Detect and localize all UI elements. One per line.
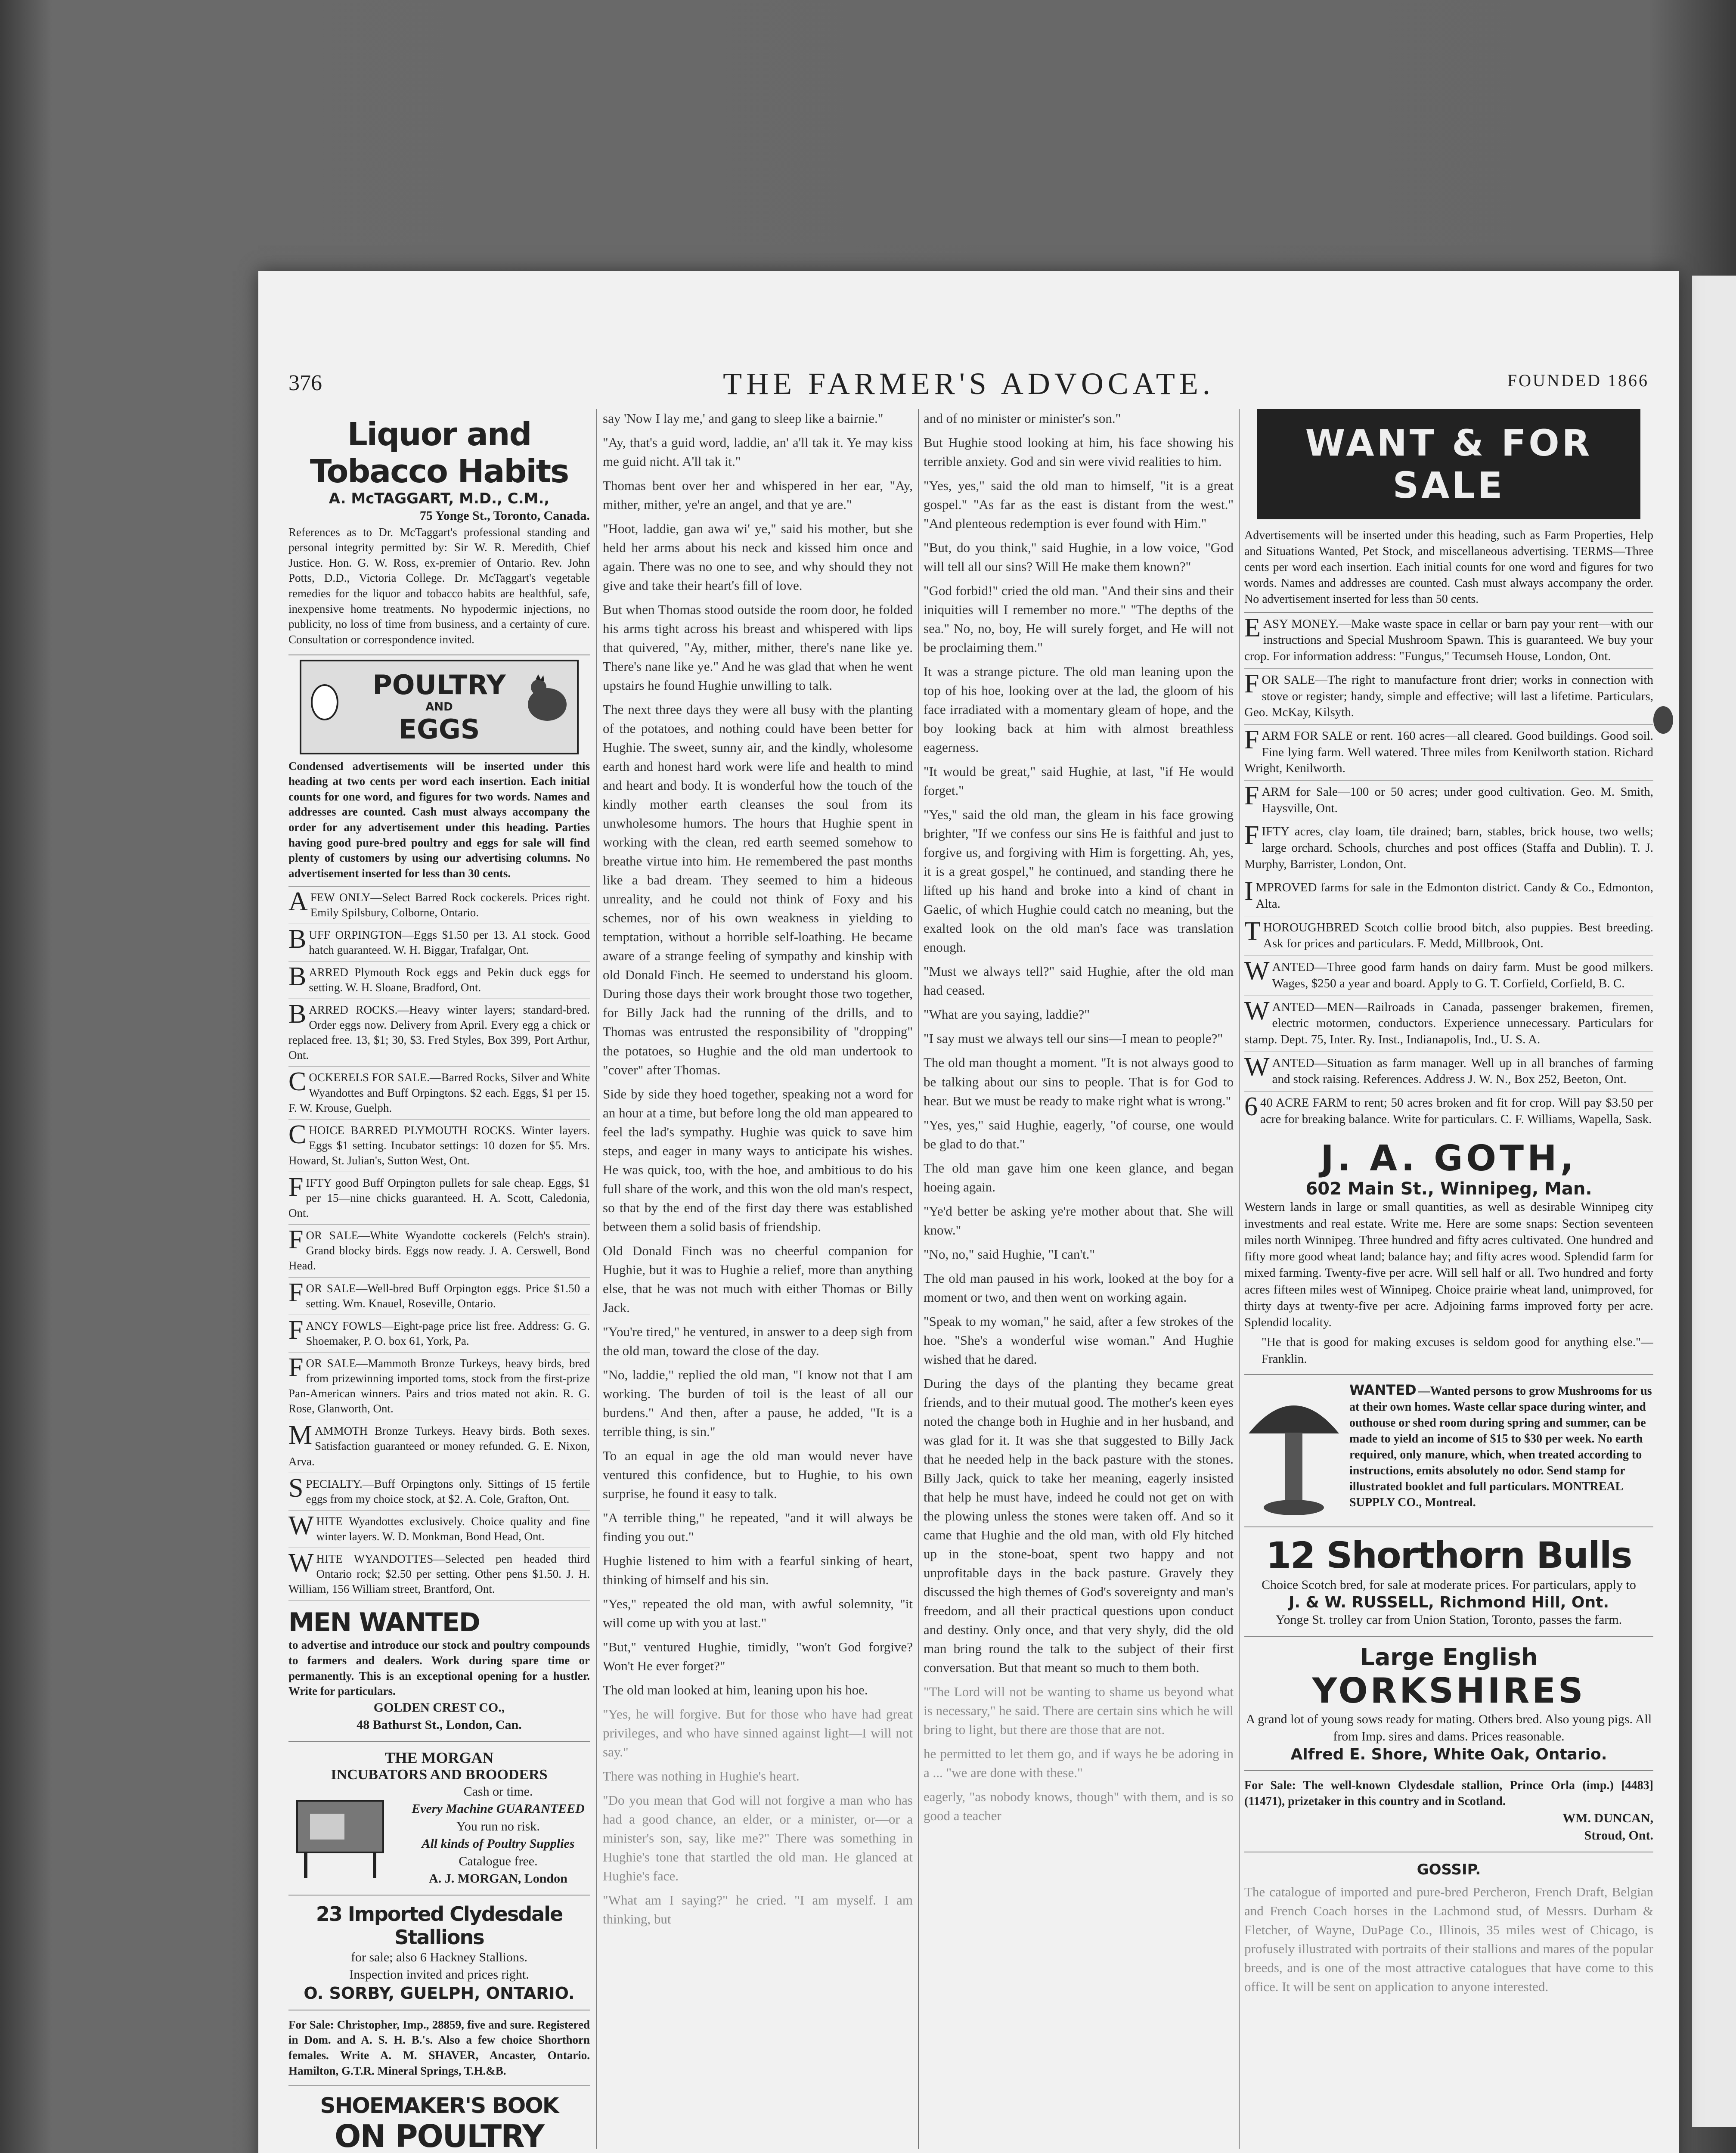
story-paragraph: "Yes," repeated the old man, with awful solemnity, "it will come up with you at last." bbox=[603, 1596, 913, 1630]
liquor-tobacco-ad bbox=[288, 409, 590, 655]
page-title: THE FARMER'S ADVOCATE. bbox=[723, 366, 1215, 401]
shoemaker-heading1: SHOEMAKER'S BOOK bbox=[320, 2093, 558, 2119]
story-paragraph: The old man thought a moment. "It is not always good to be talking about our sins to people. That is for God to hear. But we must be ready to make right what is wrong." bbox=[924, 1055, 1234, 1108]
story-paragraph: "Yes, yes," said the old man to himself, "it is a great gospel." "As far as the east is distant from the west." "And plenteous redemption is ever found with Him." bbox=[924, 478, 1234, 531]
story-paragraph: "You're tired," he ventured, in answer to a deep sigh from the old man, toward the close of the day. bbox=[603, 1324, 913, 1358]
classified-ad: WANTED—Situation as farm manager. Well up in all branches of farming and stock raising. References. Address J. W. N., Box 252, Beeton, Ont. bbox=[1244, 1052, 1653, 1092]
story-paragraph: "But," ventured Hughie, timidly, "won't God forgive? Won't He ever forget?" bbox=[603, 1639, 913, 1673]
story-paragraph: The old man paused in his work, looked at the boy for a moment or two, and then went on working again. bbox=[924, 1270, 1234, 1305]
liquor-ad-address: 75 Yonge St., Toronto, Canada. bbox=[419, 509, 590, 523]
story-paragraph: "It would be great," said Hughie, at last, "if He would forget." bbox=[924, 764, 1234, 798]
column-rule bbox=[596, 409, 597, 2149]
founded-label: FOUNDED 1866 bbox=[1507, 371, 1649, 390]
morgan-line6: A. J. MORGAN, London bbox=[429, 1871, 567, 1886]
clydesdale-line1: for sale; also 6 Hackney Stallions. bbox=[351, 1950, 527, 1964]
goth-address: 602 Main St., Winnipeg, Man. bbox=[1305, 1179, 1592, 1199]
binding-hole bbox=[1653, 706, 1673, 734]
story-paragraph: he permitted to let them go, and if ways he be adoring in a ... "we are done with these." bbox=[924, 1746, 1234, 1781]
page-number: 376 bbox=[288, 371, 322, 395]
want-ads-banner: WANT & FOR SALE bbox=[1257, 409, 1640, 519]
story-paragraph: "What am I saying?" he cried. "I am myself. I am thinking, but bbox=[603, 1892, 913, 1927]
duncan-place: Stroud, Ont. bbox=[1584, 1828, 1653, 1843]
shorthorn-bulls-ad bbox=[1244, 1527, 1653, 1637]
story-paragraph: "The Lord will not be wanting to shame us beyond what is necessary," he said. There are certain sins which he will bring to light, but there are those that are not. bbox=[924, 1684, 1234, 1737]
goth-name: J. A. GOTH, bbox=[1321, 1138, 1577, 1179]
poultry-banner-line2: AND bbox=[425, 700, 453, 714]
classified-ad: EASY MONEY.—Make waste space in cellar or barn pay your rent—with our instructions and Special Mushroom Spawn. This is guaranteed. We buy your crop. For information address: "Fungus," Tecumseh House, London, Ont. bbox=[1244, 613, 1653, 669]
classified-ad: CHOICE BARRED PLYMOUTH ROCKS. Winter layers. Eggs $1 setting. Incubator settings: 10 dozen for $5. Mrs. Howard, St. Julian's, Sutton West, Ont. bbox=[288, 1120, 590, 1172]
classified-ad: FANCY FOWLS—Eight-page price list free. Address: G. G. Shoemaker, P. O. box 61, York, Pa. bbox=[288, 1315, 590, 1353]
story-paragraph: Old Donald Finch was no cheerful companion for Hughie, but it was to Hughie a relief, more than anything else, that he was not much with either Thomas or Billy Jack. bbox=[603, 1243, 913, 1315]
story-paragraph: "Yes," said the old man, the gleam in his face growing brighter, "If we confess our sins He is faithful and just to forgive us, and forgiving with Him is forgetting. Ah, yes, it is a great gospel," he continued, and standing there he lifted up his hand and broke into a kind of chant in Gaelic, of which Hughie could catch no meaning, but the exalted look on the old man's face was translation enough. bbox=[924, 807, 1234, 955]
classified-ad: BARRED ROCKS.—Heavy winter layers; standard-bred. Order eggs now. Delivery from April. Every egg a chick or replaced free. 13, $1; 30, $3. Fred Styles, Box 399, Port Arthur, Ont. bbox=[288, 999, 590, 1067]
story-paragraph: "What are you saying, laddie?" bbox=[924, 1007, 1090, 1022]
poultry-banner-line3: EGGS bbox=[398, 713, 480, 745]
morgan-heading: THE MORGAN bbox=[384, 1749, 494, 1766]
mushroom-wanted-ad bbox=[1244, 1375, 1653, 1527]
story-paragraph: eagerly, "as nobody knows, though" with them, and is so good a teacher bbox=[924, 1789, 1234, 1824]
morgan-line1: Cash or time. bbox=[463, 1784, 533, 1799]
liquor-ad-body: References as to Dr. McTaggart's professional standing and personal integrity permitted by: Sir W. R. Meredith, Chief Justice. Hon. G. W. Ross, ex-premier of Ontario. Rev. John Potts, D.D., Victoria College. Dr. McTaggart's vegetable remedies for the liquor and tobacco habits are healthful, safe, inexpensive home treatments. No hypodermic injections, no publicity, no loss of time from business, and a certainty of cure. Consultation or correspondence invited. bbox=[288, 525, 590, 646]
morgan-line2: Every Machine GUARANTEED bbox=[412, 1802, 585, 1816]
page-header bbox=[288, 366, 1649, 405]
goth-land-ad bbox=[1244, 1131, 1653, 1375]
poultry-classifieds bbox=[288, 887, 590, 1601]
classified-ad: FOR SALE—Mammoth Bronze Turkeys, heavy birds, bred from prizewinning imported toms, stock from the first-prize Pan-American winners. Pairs and trios mated not akin. R. G. Rose, Glanworth, Ont. bbox=[288, 1353, 590, 1420]
classified-ad: BUFF ORPINGTON—Eggs $1.50 per 13. A1 stock. Good hatch guaranteed. W. H. Biggar, Trafalgar, Ont. bbox=[288, 924, 590, 962]
rooster-icon bbox=[524, 674, 571, 726]
classified-ad: FARM FOR SALE or rent. 160 acres—all cleared. Good buildings. Good soil. Fine lying farm. Well watered. Three miles from Kenilworth station. Richard Wright, Kenilworth. bbox=[1244, 725, 1653, 781]
poultry-terms: Condensed advertisements will be inserted under this heading at two cents per word each insertion. Each initial counts for one word, and figures for two words. Names and addresses are counted. Cash must always accompany the order for any advertisement under this heading. Parties having good pure-bred poultry and eggs for sale will find plenty of customers by using our advertising columns. No advertisement inserted for less than 30 cents. bbox=[288, 759, 590, 887]
yorkshires-heading2: YORKSHIRES bbox=[1312, 1670, 1586, 1711]
story-paragraph: "But, do you think," said Hughie, in a low voice, "God will tell all our sins? Will He make them known?" bbox=[924, 540, 1234, 574]
story-paragraph: "God forbid!" cried the old man. "And their sins and their iniquities will I remember no more." "The depths of the sea." No, no, boy, He will surely forget, and He will not be proclaiming them." bbox=[924, 583, 1234, 655]
story-paragraph: To an equal in age the old man would never have ventured this confidence, but to Hughie, to his own surprise, he found it easy to talk. bbox=[603, 1448, 913, 1501]
shorthorn-heading: 12 Shorthorn Bulls bbox=[1266, 1534, 1632, 1576]
morgan-incubators-ad bbox=[288, 1742, 590, 1896]
classified-ad: WANTED—MEN—Railroads in Canada, passenger brakemen, firemen, electric motormen, conductors. Experience unnecessary. Particulars for stamp. Dept. 75, Inter. Ry. Inst., Indianapolis, Ind., U. S. A. bbox=[1244, 996, 1653, 1052]
newspaper-page bbox=[258, 271, 1679, 2153]
egg-icon bbox=[307, 679, 342, 722]
franklin-quote: "He that is good for making excuses is seldom good for anything else."—Franklin. bbox=[1262, 1335, 1653, 1366]
story-paragraph: But Hughie stood looking at him, his face showing his terrible anxiety. God and sin were vivid realities to him. bbox=[924, 435, 1234, 469]
column-advertisements-right bbox=[1244, 409, 1653, 2153]
classified-ad: FOR SALE—The right to manufacture front drier; works in connection with stove or register; handy, simple and effective; will last a lifetime. Particulars, Geo. McKay, Kilsyth. bbox=[1244, 669, 1653, 725]
classified-ad: MAMMOTH Bronze Turkeys. Heavy birds. Both sexes. Satisfaction guaranteed or money refunded. G. E. Nixon, Arva. bbox=[288, 1420, 590, 1473]
morgan-line5: Catalogue free. bbox=[459, 1854, 538, 1868]
mushroom-heading: WANTED bbox=[1349, 1381, 1417, 1398]
mushroom-illustration bbox=[1244, 1382, 1343, 1520]
shorthorn-line2: J. & W. RUSSELL, Richmond Hill, Ont. bbox=[1288, 1594, 1609, 1612]
men-wanted-heading: MEN WANTED bbox=[288, 1607, 480, 1638]
shorthorn-line3: Yonge St. trolley car from Union Station, Toronto, passes the farm. bbox=[1275, 1613, 1622, 1627]
mushroom-body: —Wanted persons to grow Mushrooms for us at their own homes. Waste cellar space during winter, and outhouse or shed room during spring and summer, can be made to yield an income of $15 to $30 per week. No earth required, only manure, which, when treated according to instructions, emits absolutely no odor. Send stamp for illustrated booklet and full particulars. MONTREAL SUPPLY CO., Montreal. bbox=[1349, 1384, 1652, 1509]
classified-ad: FIFTY acres, clay loam, tile drained; barn, stables, brick house, two wells; large orchard. Schools, churches and post offices (Staffa and Dublin). T. J. Murphy, Barrister, London, Ont. bbox=[1244, 820, 1653, 876]
story-paragraph: The old man gave him one keen glance, and began hoeing again. bbox=[924, 1160, 1234, 1194]
morgan-subheading: INCUBATORS AND BROODERS bbox=[331, 1766, 548, 1783]
men-wanted-address: 48 Bathurst St., London, Can. bbox=[356, 1718, 522, 1732]
men-wanted-ad bbox=[288, 1601, 590, 1742]
story-paragraph: "Yes, he will forgive. But for those who have had great privileges, and who have sinned against light—I will not say." bbox=[603, 1706, 913, 1760]
story-paragraph: "No, no," said Hughie, "I can't." bbox=[924, 1246, 1095, 1262]
men-wanted-body: to advertise and introduce our stock and poultry compounds to farmers and dealers. Work during spare time or permanently. This is an exceptional opening for a hustler. Write for particulars. bbox=[288, 1638, 590, 1698]
story-paragraph: "Speak to my woman," he said, after a few strokes of the hoe. "She's a wonderful wise woman." And Hughie wished that he dared. bbox=[924, 1313, 1234, 1367]
story-paragraph: The old man looked at him, leaning upon his hoe. bbox=[603, 1682, 868, 1697]
clydesdale-stallions-ad bbox=[288, 1896, 590, 2010]
classified-ad: FOR SALE—White Wyandotte cockerels (Felch's strain). Grand blocky birds. Eggs now ready. J. A. Cerswell, Bond Head. bbox=[288, 1225, 590, 1277]
story-paragraph: and of no minister or minister's son." bbox=[924, 411, 1121, 426]
men-wanted-company: GOLDEN CREST CO., bbox=[373, 1700, 505, 1715]
story-paragraph: "Hoot, laddie, gan awa wi' ye," said his mother, but she held her arms about his neck and kissed him once and again. There was no one to see, and why should they not give and take their heart's fill of love. bbox=[603, 521, 913, 593]
gossip-paragraph: The catalogue of imported and pure-bred Percheron, French Draft, Belgian and French Coach horses in the Lachmond stud, of Messrs. Durham & Fletcher, of Wayne, DuPage Co., Illinois, 35 miles west of Chicago, is profusely illustrated with portraits of their stallions and mares of the popular breeds, and is one of the most attractive catalogues that have come to this office. It will be sent on application to anyone interested. bbox=[1244, 1884, 1653, 1994]
story-paragraph: But when Thomas stood outside the room door, he folded his arms tight across his breast and whispered with lips that quivered, "Ay, mither, mither, there's nane like ye. There's nane like ye." And he was glad that when he went upstairs he found Hughie unwilling to talk. bbox=[603, 602, 913, 693]
duncan-stallion-ad bbox=[1244, 1771, 1653, 1852]
column-rule bbox=[1239, 409, 1240, 2149]
yorkshires-heading1: Large English bbox=[1360, 1643, 1538, 1671]
classified-ad: IMPROVED farms for sale in the Edmonton district. Candy & Co., Edmonton, Alta. bbox=[1244, 876, 1653, 916]
column-story-2 bbox=[924, 409, 1234, 2153]
story-paragraph: "Ye'd better be asking ye're mother about that. She will know." bbox=[924, 1203, 1234, 1238]
adjacent-page-edge bbox=[1692, 276, 1736, 2127]
story-paragraph: "Yes, yes," said Hughie, eagerly, "of course, one would be glad to do that." bbox=[924, 1117, 1234, 1151]
poultry-eggs-banner bbox=[300, 660, 579, 754]
liquor-ad-heading: Liquor and Tobacco Habits bbox=[310, 416, 569, 490]
classified-ad: 640 ACRE FARM to rent; 50 acres broken and fit for crop. Will pay $3.50 per acre for breaking balance. Write for particulars. C. F. Williams, Wapella, Sask. bbox=[1244, 1092, 1653, 1131]
goth-body: Western lands in large or small quantities, as well as desirable Winnipeg city investments and real estate. Write me. Here are some snaps: Section seventeen miles north Winnipeg. Three hundred and fifty acres cultivated. One hundred and fifty more good wheat land; balance hay; and fifty acres wood. Splendid farm for mixed farming. Twenty-five per acre. Will sell half or all. Two hundred and forty acres fifteen miles west of Winnipeg. Choice prairie wheat land, unimproved, for thirty days at twenty-five per acre. Adjoining farms improved forty per acre. Splendid locality. bbox=[1244, 1200, 1653, 1330]
christopher-stallion-ad: For Sale: Christopher, Imp., 28859, five and sure. Registered in Dom. and A. S. H. B.'s. Also a few choice Shorthorn females. Write A. M. SHAVER, Ancaster, Ontario. Hamilton, G.T.R. Mineral Springs, T.H.&B. bbox=[288, 2010, 590, 2087]
story-paragraph: "No, laddie," replied the old man, "I know not that I am working. The burden of toil is the least of all our burdens." And then, after a pause, he added, "It is a terrible thing, is sin." bbox=[603, 1367, 913, 1439]
classified-ad: WANTED—Three good farm hands on dairy farm. Must be good milkers. Wages, $250 a year and board. Apply to G. T. Corfield, Corfield, B. C. bbox=[1244, 956, 1653, 996]
shoemaker-heading2: ON POULTRY bbox=[335, 2118, 544, 2153]
classified-ad: SPECIALTY.—Buff Orpingtons only. Sittings of 15 fertile eggs from my choice stock, at $2. A. Cole, Grafton, Ont. bbox=[288, 1473, 590, 1511]
story-paragraph: "I say must we always tell our sins—I mean to people?" bbox=[924, 1031, 1223, 1046]
column-story-1 bbox=[603, 409, 913, 2153]
column-advertisements-left bbox=[288, 409, 590, 2153]
story-paragraph: Thomas bent over her and whispered in her ear, "Ay, mither, mither, ye're an angel, and that ye are." bbox=[603, 478, 913, 512]
story-paragraph: There was nothing in Hughie's heart. bbox=[603, 1768, 800, 1784]
story-paragraph: say 'Now I lay me,' and gang to sleep like a bairnie." bbox=[603, 411, 884, 426]
story-paragraph: It was a strange picture. The old man leaning upon the top of his hoe, looking over at the lad, the gloom of his face irradiated with a momentary gleam of hope, and the boy looking back at him with almost breathless eagerness. bbox=[924, 664, 1234, 755]
clydesdale-line3: O. SORBY, GUELPH, ONTARIO. bbox=[304, 1983, 575, 2003]
story-paragraph: During the days of the planting they became great friends, and to their mutual good. The mother's keen eyes noted the change both in Hughie and in her husband, and was glad for it. It was she that suggested to Billy Jack that he needed help in the back pasture with the stones. Billy Jack, quick to take her meaning, eagerly insisted that help he must have, indeed he could not get on with the plowing unless the stones were taken off. And so it came that Hughie and the old man, with old Fly hitched up in the stone-boat, spent two happy and not unprofitable days in the back pasture. Gravely they discussed the high themes of God's sovereignty and man's freedom, and all their practical questions upon conduct and destiny. Only once, and that very shyly, did the old man bring round the talk to the subject of their first conversation. But that meant so much to them both. bbox=[924, 1375, 1234, 1675]
want-ads-classifieds bbox=[1244, 613, 1653, 1132]
yorkshires-ad bbox=[1244, 1637, 1653, 1771]
classified-ad: COCKERELS FOR SALE.—Barred Rocks, Silver and White Wyandottes and Buff Orpingtons. $2 each. Eggs, $1 per 15. F. W. Krouse, Guelph. bbox=[288, 1067, 590, 1119]
story-paragraph: "Ay, that's a guid word, laddie, an' a'll tak it. Ye may kiss me guid nicht. A'll tak it." bbox=[603, 435, 913, 469]
story-paragraph: "A terrible thing," he repeated, "and it will always be finding you out." bbox=[603, 1510, 913, 1544]
story-paragraph: Side by side they hoed together, speaking not a word for an hour at a time, but before long the old man appeared to feel the lad's sympathy. Hughie was quick to save him steps, and eager in many ways to anticipate his wishes. He was quick, too, with the hoe, and ambitious to do his full share of the work, and this won the old man's respect, so that by the end of the first day there was established between them a solid basis of friendship. bbox=[603, 1086, 913, 1234]
story-paragraph: "Must we always tell?" said Hughie, after the old man had ceased. bbox=[924, 964, 1234, 998]
shoemaker-book-ad bbox=[288, 2086, 590, 2153]
classified-ad: BARRED Plymouth Rock eggs and Pekin duck eggs for setting. W. H. Sloane, Bradford, Ont. bbox=[288, 962, 590, 999]
morgan-line3: You run no risk. bbox=[456, 1819, 540, 1833]
classified-ad: FIFTY good Buff Orpington pullets for sale cheap. Eggs, $1 per 15—nine chicks guaranteed. H. A. Scott, Caledonia, Ont. bbox=[288, 1172, 590, 1225]
classified-ad: WHITE Wyandottes exclusively. Choice quality and fine winter layers. W. D. Monkman, Bond Head, Ont. bbox=[288, 1511, 590, 1548]
story-paragraph: "Do you mean that God will not forgive a man who has had a good chance, an elder, or a minister, or—or a minister's son, say, like me?" There was something in Hughie's tone that startled the old man. He glanced at Hughie's face. bbox=[603, 1793, 913, 1884]
liquor-ad-doctor: A. McTAGGART, M.D., C.M., bbox=[329, 490, 550, 507]
poultry-banner-line1: POULTRY bbox=[372, 669, 506, 701]
duncan-text: For Sale: The well-known Clydesdale stallion, Prince Orla (imp.) [4483] (11471), prizetaker in this country and in Scotland. bbox=[1244, 1778, 1653, 1808]
classified-ad: AFEW ONLY—Select Barred Rock cockerels. Prices right. Emily Spilsbury, Colborne, Ontario. bbox=[288, 887, 590, 924]
classified-ad: FARM for Sale—100 or 50 acres; under good cultivation. Geo. M. Smith, Haysville, Ont. bbox=[1244, 781, 1653, 820]
gossip-heading: GOSSIP. bbox=[1417, 1861, 1481, 1878]
story-paragraph: The next three days they were all busy with the planting of the potatoes, and nothing could have been better for Hughie. The sweet, sunny air, and the kindly, wholesome earth and honest hard work were life and health to mind and heart and body. It is wonderful how the touch of the kindly mother earth cleanses the soul from its unwholesome humors. The hours that Hughie spent in working with the clean, red earth seemed somehow to breathe virtue into him. He remembered the past months like a bad dream. They seemed to him a hideous unreality, and he could not think of Foxy and his schemes, nor of his own weakness in yielding to temptation, without a horrible self-loathing. He became aware of a strange feeling of sympathy and kinship with old Donald Finch. He seemed to understand his gloom. During those days their work brought those two together, for Billy Jack had the running of the drills, and to Thomas was entrusted the responsibility of "dropping" the potatoes, so Hughie and the old man undertook to "cover" after Thomas. bbox=[603, 702, 913, 1077]
clydesdale-line2: Inspection invited and prices right. bbox=[349, 1967, 529, 1982]
yorkshires-footer: Alfred E. Shore, White Oak, Ontario. bbox=[1290, 1745, 1607, 1763]
yorkshires-body: A grand lot of young sows ready for mating. Others bred. Also young pigs. All from Imp. sires and dams. Prices reasonable. bbox=[1246, 1712, 1652, 1744]
clydesdale-heading: 23 Imported Clydesdale Stallions bbox=[316, 1902, 563, 1949]
classified-ad: THOROUGHBRED Scotch collie brood bitch, also puppies. Best breeding. Ask for prices and particulars. F. Medd, Millbrook, Ont. bbox=[1244, 916, 1653, 956]
morgan-line4: All kinds of Poultry Supplies bbox=[422, 1837, 575, 1851]
story-paragraph: Hughie listened to him with a fearful sinking of heart, thinking of himself and his sin. bbox=[603, 1553, 913, 1587]
duncan-name: WM. DUNCAN, bbox=[1562, 1811, 1653, 1825]
classified-ad: WHITE WYANDOTTES—Selected pen headed third Ontario rock; $2.50 per setting. Other pens $1.50. J. H. William, 156 William street, Brantford, Ont. bbox=[288, 1548, 590, 1601]
column-rule bbox=[918, 409, 919, 2149]
classified-ad: FOR SALE—Well-bred Buff Orpington eggs. Price $1.50 a setting. Wm. Knauel, Roseville, Ontario. bbox=[288, 1278, 590, 1315]
want-ads-terms: Advertisements will be inserted under this heading, such as Farm Properties, Help and Situations Wanted, Pet Stock, and miscellaneous advertising. TERMS—Three cents per word each insertion. Each initial counts for one word and figures for two words. Names and addresses are counted. Cash must always accompany the order. No advertisement inserted for less than 50 cents. bbox=[1244, 528, 1653, 613]
incubator-illustration bbox=[288, 1788, 400, 1883]
shorthorn-line1: Choice Scotch bred, for sale at moderate prices. For particulars, apply to bbox=[1262, 1577, 1636, 1592]
